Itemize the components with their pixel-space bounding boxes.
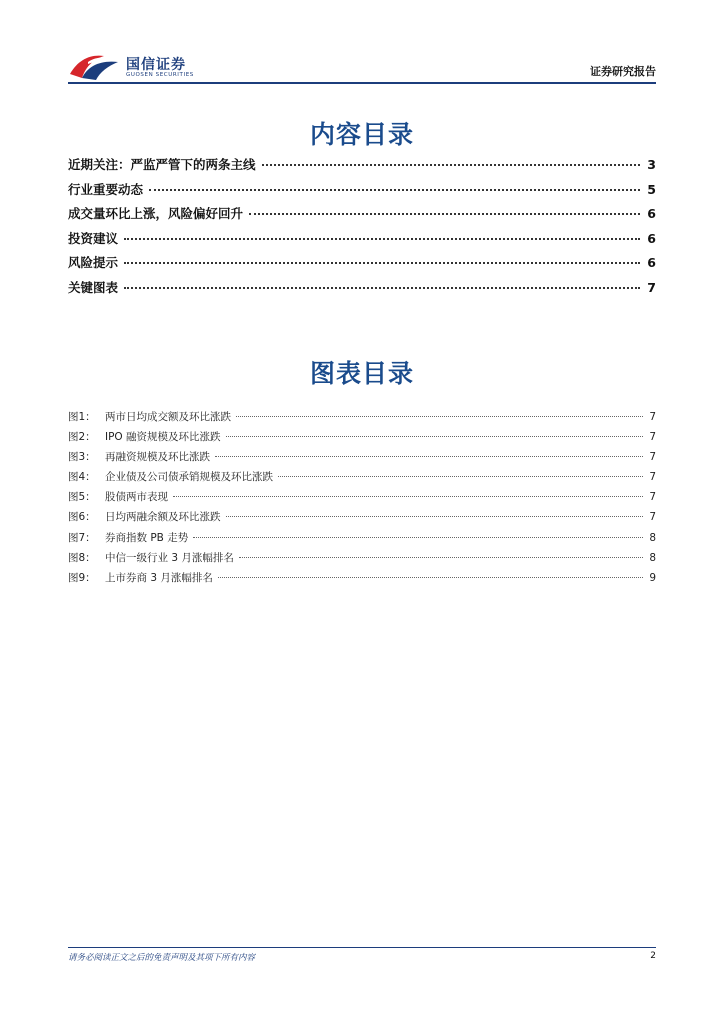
figure-entry[interactable] [68, 429, 656, 449]
figure-entry-label: 中信一级行业 3 月涨幅排名 [105, 551, 234, 564]
toc-entry-label: 行业重要动态 [68, 181, 144, 197]
figure-entry-label: 企业债及公司债承销规模及环比涨跌 [105, 471, 273, 484]
toc-entry[interactable] [68, 278, 656, 303]
toc-entry-label: 近期关注：严监严管下的两条主线 [68, 157, 256, 172]
figure-entry[interactable] [68, 530, 656, 550]
toc-entry[interactable] [68, 155, 656, 180]
toc-entry[interactable] [68, 253, 656, 278]
toc-entry-label: 关键图表 [68, 279, 119, 295]
page-number: 2 [650, 951, 656, 961]
page-header [68, 48, 656, 84]
toc-entry-page: 5 [647, 181, 656, 197]
figure-entry-label: 日均两融余额及环比涨跌 [105, 511, 221, 524]
dot-leader [226, 436, 643, 437]
logo-chinese-name: 国信证券 [126, 57, 186, 73]
figure-entry-label: IPO 融资规模及环比涨跌 [105, 431, 221, 444]
dot-leader [226, 516, 644, 517]
dot-leader [218, 577, 643, 578]
figure-entry-label: 上市券商 3 月涨幅排名 [105, 571, 213, 584]
toc-entry-label: 成交量环比上涨，风险偏好回升 [68, 206, 244, 222]
report-type-label: 证券研究报告 [590, 65, 656, 78]
dot-leader [149, 189, 640, 191]
toc-entry[interactable] [68, 229, 656, 254]
toc-entry-page: 7 [647, 279, 656, 295]
figures-list-title: 图表目录 [309, 359, 414, 388]
dot-leader [278, 476, 643, 477]
toc-entry-label: 风险提示 [68, 255, 119, 271]
figure-entry-number: 图2： [68, 431, 96, 444]
toc-entry[interactable] [68, 180, 656, 205]
list-of-figures [68, 409, 656, 590]
figure-entry[interactable] [68, 489, 656, 509]
dot-leader [193, 537, 643, 538]
figure-entry-page: 8 [649, 551, 656, 564]
figure-entry[interactable] [68, 469, 656, 489]
logo-english-name: GUOSEN SECURITIES [126, 72, 194, 78]
figure-entry-number: 图1： [68, 411, 96, 423]
figure-entry[interactable] [68, 409, 656, 429]
figure-entry-number: 图4： [68, 471, 96, 484]
figure-entry-page: 9 [649, 571, 656, 584]
dot-leader [124, 287, 640, 289]
figure-entry-label: 两市日均成交额及环比涨跌 [105, 411, 231, 423]
figure-entry-page: 7 [649, 471, 656, 484]
dot-leader [124, 238, 640, 240]
figure-entry[interactable] [68, 449, 656, 469]
footer-divider [68, 947, 656, 948]
toc-entry-label: 投资建议 [68, 230, 119, 246]
figure-entry-number: 图8： [68, 551, 96, 564]
figure-entry[interactable] [68, 550, 656, 570]
dot-leader [239, 557, 643, 558]
toc-title: 内容目录 [309, 120, 414, 149]
figure-entry[interactable] [68, 570, 656, 590]
dot-leader [236, 416, 643, 417]
figure-entry-page: 7 [649, 451, 656, 464]
figure-entry-label: 再融资规模及环比涨跌 [105, 451, 210, 464]
dot-leader [249, 213, 640, 215]
dot-leader [262, 164, 640, 166]
dot-leader [173, 496, 643, 497]
figure-entry[interactable] [68, 509, 656, 529]
toc-entry-page: 6 [647, 206, 656, 222]
table-of-contents [68, 155, 656, 303]
figure-entry-number: 图6： [68, 511, 96, 524]
figure-entry-label: 股债两市表现 [105, 491, 168, 504]
dot-leader [215, 456, 643, 457]
toc-entry-page: 6 [647, 230, 656, 246]
figure-entry-page: 8 [649, 531, 656, 544]
guosen-logo-icon [68, 50, 122, 82]
figure-entry-label: 券商指数 PB 走势 [105, 531, 189, 544]
figure-entry-page: 7 [649, 411, 656, 423]
figure-entry-number: 图7： [68, 531, 96, 544]
figure-entry-number: 图9： [68, 571, 96, 584]
toc-entry[interactable] [68, 204, 656, 229]
footer-disclaimer: 请务必阅读正文之后的免责声明及其项下所有内容 [68, 953, 256, 963]
toc-entry-page: 3 [647, 157, 656, 172]
figure-entry-number: 图5： [68, 491, 96, 504]
header-divider [68, 82, 656, 84]
figure-entry-page: 7 [649, 491, 656, 504]
dot-leader [124, 262, 640, 264]
guosen-logo [68, 48, 208, 84]
figure-entry-page: 7 [649, 431, 656, 444]
toc-entry-page: 6 [647, 255, 656, 271]
figure-entry-page: 7 [649, 511, 656, 524]
figure-entry-number: 图3： [68, 451, 96, 464]
